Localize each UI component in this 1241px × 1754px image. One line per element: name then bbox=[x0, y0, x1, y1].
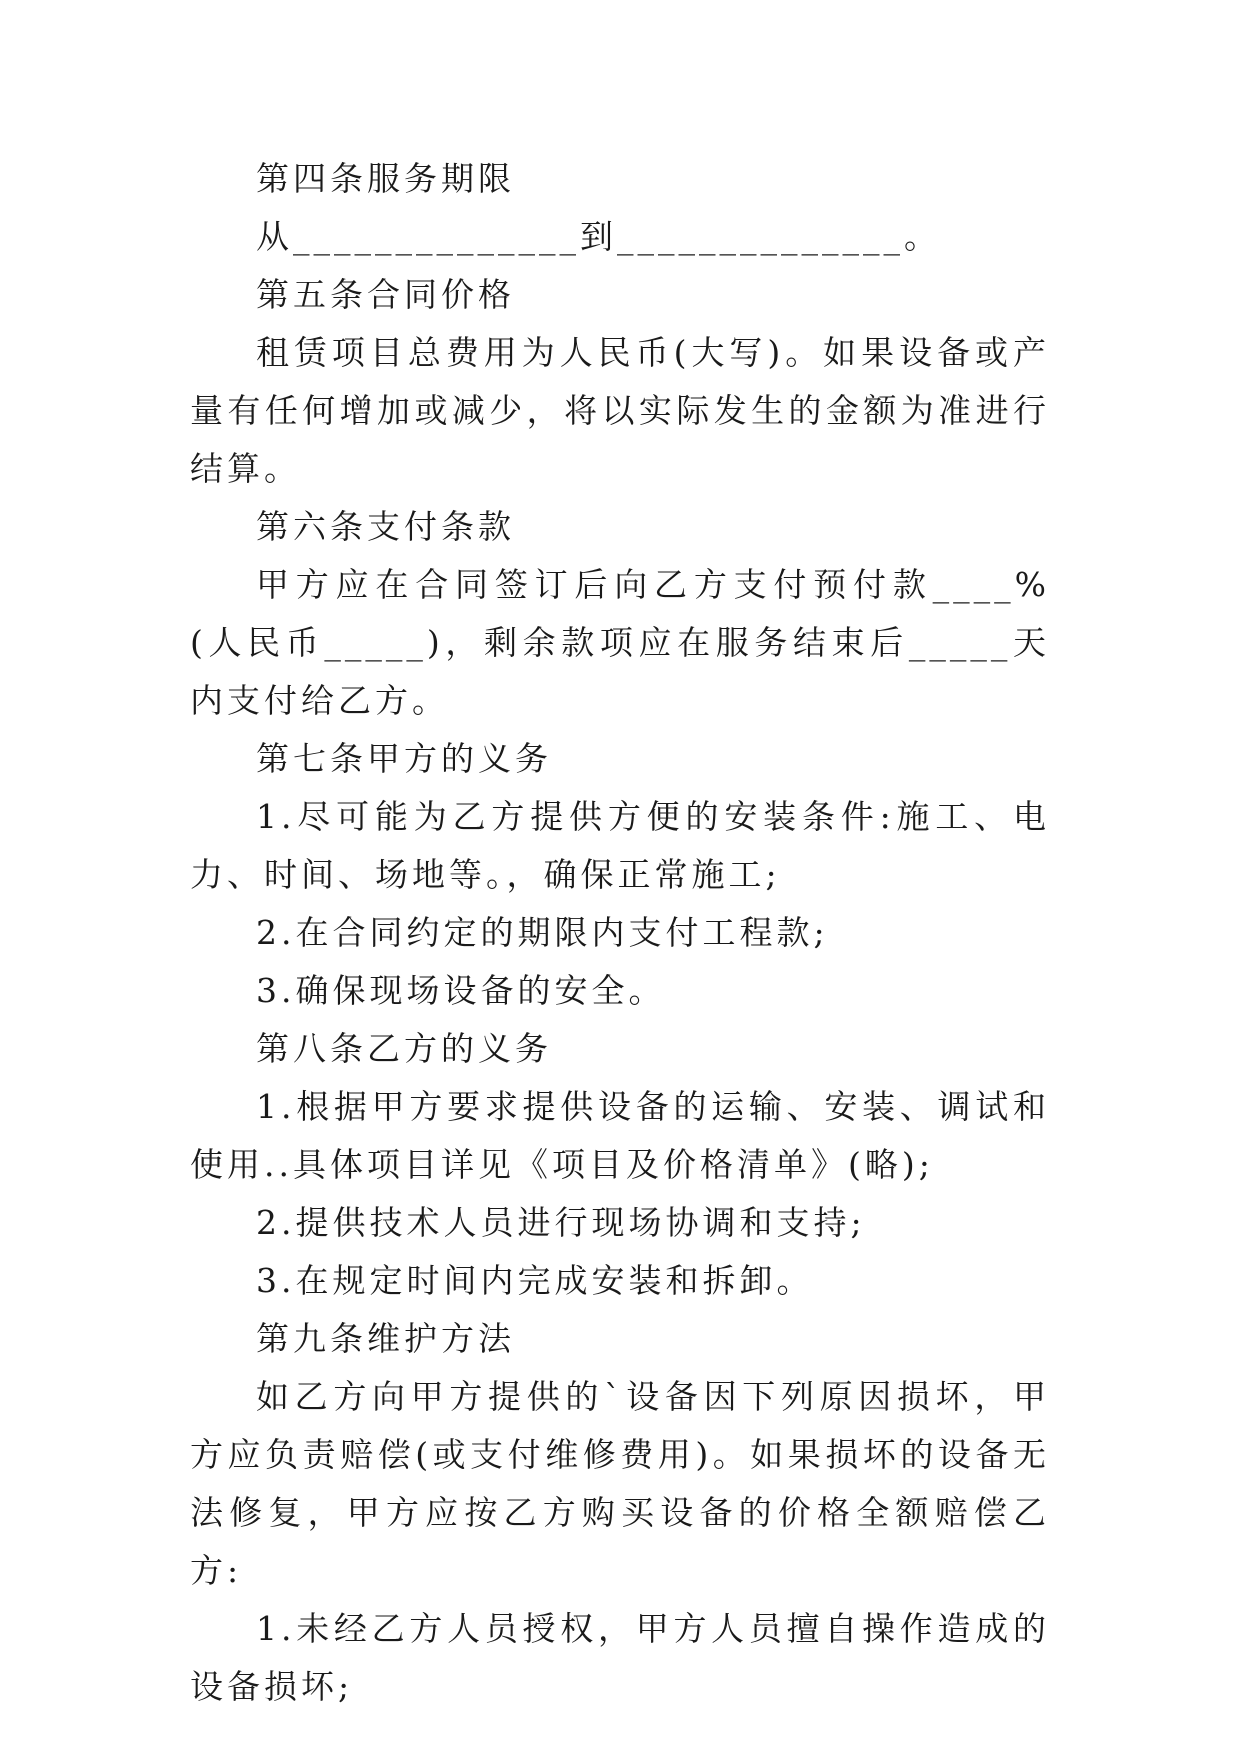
payment-terms-text: 甲方应在合同签订后向乙方支付预付款____%(人民币_____)，剩余款项应在服务结束后_____天内支付给乙方。 bbox=[190, 565, 1050, 720]
article-9-heading: 第九条维护方法 bbox=[256, 1319, 515, 1358]
service-period-line: 从______________到______________。 bbox=[256, 217, 941, 256]
party-b-duty-3: 3.在规定时间内完成安装和拆卸。 bbox=[256, 1261, 814, 1300]
document-page bbox=[190, 150, 1050, 1716]
article-8-heading: 第八条乙方的义务 bbox=[256, 1029, 552, 1068]
contract-price-text: 租赁项目总费用为人民币(大写)。如果设备或产量有任何增加或减少，将以实际发生的金额为准进行结算。 bbox=[190, 333, 1050, 488]
article-5-heading: 第五条合同价格 bbox=[256, 275, 515, 314]
party-b-duty-1: 1.根据甲方要求提供设备的运输、安装、调试和使用..具体项目详见《项目及价格清单》(略); bbox=[190, 1087, 1050, 1184]
party-a-duty-3: 3.确保现场设备的安全。 bbox=[256, 971, 666, 1010]
party-a-duty-2: 2.在合同约定的期限内支付工程款; bbox=[256, 913, 829, 952]
maintenance-item-1: 1.未经乙方人员授权，甲方人员擅自操作造成的设备损坏; bbox=[190, 1609, 1050, 1706]
party-a-duty-1: 1.尽可能为乙方提供方便的安装条件:施工、电力、时间、场地等。，确保正常施工; bbox=[190, 797, 1050, 894]
maintenance-text: 如乙方向甲方提供的`设备因下列原因损坏，甲方应负责赔偿(或支付维修费用)。如果损坏的设备无法修复，甲方应按乙方购买设备的价格全额赔偿乙方: bbox=[190, 1377, 1050, 1590]
article-4-heading: 第四条服务期限 bbox=[256, 159, 515, 198]
party-b-duty-2: 2.提供技术人员进行现场协调和支持; bbox=[256, 1203, 866, 1242]
article-7-heading: 第七条甲方的义务 bbox=[256, 739, 552, 778]
article-6-heading: 第六条支付条款 bbox=[256, 507, 515, 546]
